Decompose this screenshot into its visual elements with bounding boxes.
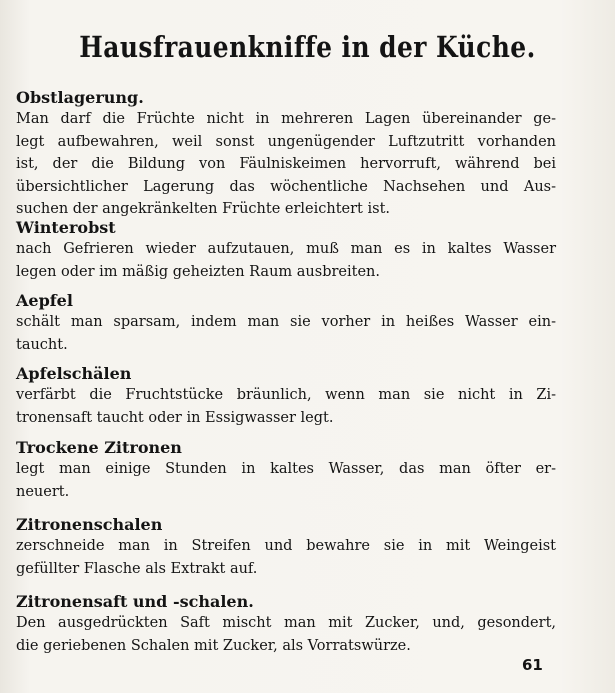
body-line: verfärbt die Fruchtstücke bräunlich, wenn man sie nicht in Zi- [16,387,556,403]
page-number: 61 [522,656,543,674]
body-line: legen oder im mäßig geheizten Raum ausbreiten. [16,263,380,280]
body-line: tronensaft taucht oder in Essigwasser legt. [16,409,334,426]
section-zitronenschalen [16,515,556,580]
section-heading: Apfelschälen [16,364,132,383]
body-line: ist, der die Bildung von Fäulniskeimen hervorruft, während bei [16,156,556,172]
body-line: Man darf die Früchte nicht in mehreren Lagen übereinander ge- [16,111,556,127]
section-heading: Trockene Zitronen [16,438,182,457]
section-apfelschaelen [16,364,556,429]
body-line: legt aufbewahren, weil sonst ungenügender Luftzutritt vorhanden [16,133,556,150]
section-zitronensaft-und-schalen [16,592,556,657]
section-heading: Zitronenschalen [16,515,163,534]
body-line: übersichtlicher Lagerung das wöchentliche Nachsehen und Aus- [16,178,556,195]
section-trockene-zitronen [16,438,556,503]
section-obstlagerung [16,88,556,221]
section-heading: Obstlagerung. [16,88,144,107]
body-line: Den ausgedrückten Saft mischt man mit Zucker, und, gesondert, [16,615,556,631]
body-line: suchen der angekränkelten Früchte erleichtert ist. [16,201,391,217]
section-heading: Aepfel [16,291,73,310]
body-line: taucht. [16,336,68,353]
body-line: zerschneide man in Streifen und bewahre sie in mit Weingeist [16,538,556,554]
section-heading: Zitronensaft und -schalen. [16,592,254,611]
section-heading: Winterobst [16,218,116,237]
page-title: Hausfrauenkniffe in der Küche. [79,30,536,64]
body-line: legt man einige Stunden in kaltes Wasser, das man öfter er- [16,461,556,477]
body-line: neuert. [16,483,70,500]
body-line: die geriebenen Schalen mit Zucker, als Vorratswürze. [16,637,411,654]
body-line: gefüllter Flasche als Extrakt auf. [16,560,258,577]
body-line: schält man sparsam, indem man sie vorher in heißes Wasser ein- [16,314,556,330]
body-line: nach Gefrieren wieder aufzutauen, muß man es in kaltes Wasser [16,241,556,257]
section-winterobst [16,218,556,283]
section-aepfel [16,291,556,356]
